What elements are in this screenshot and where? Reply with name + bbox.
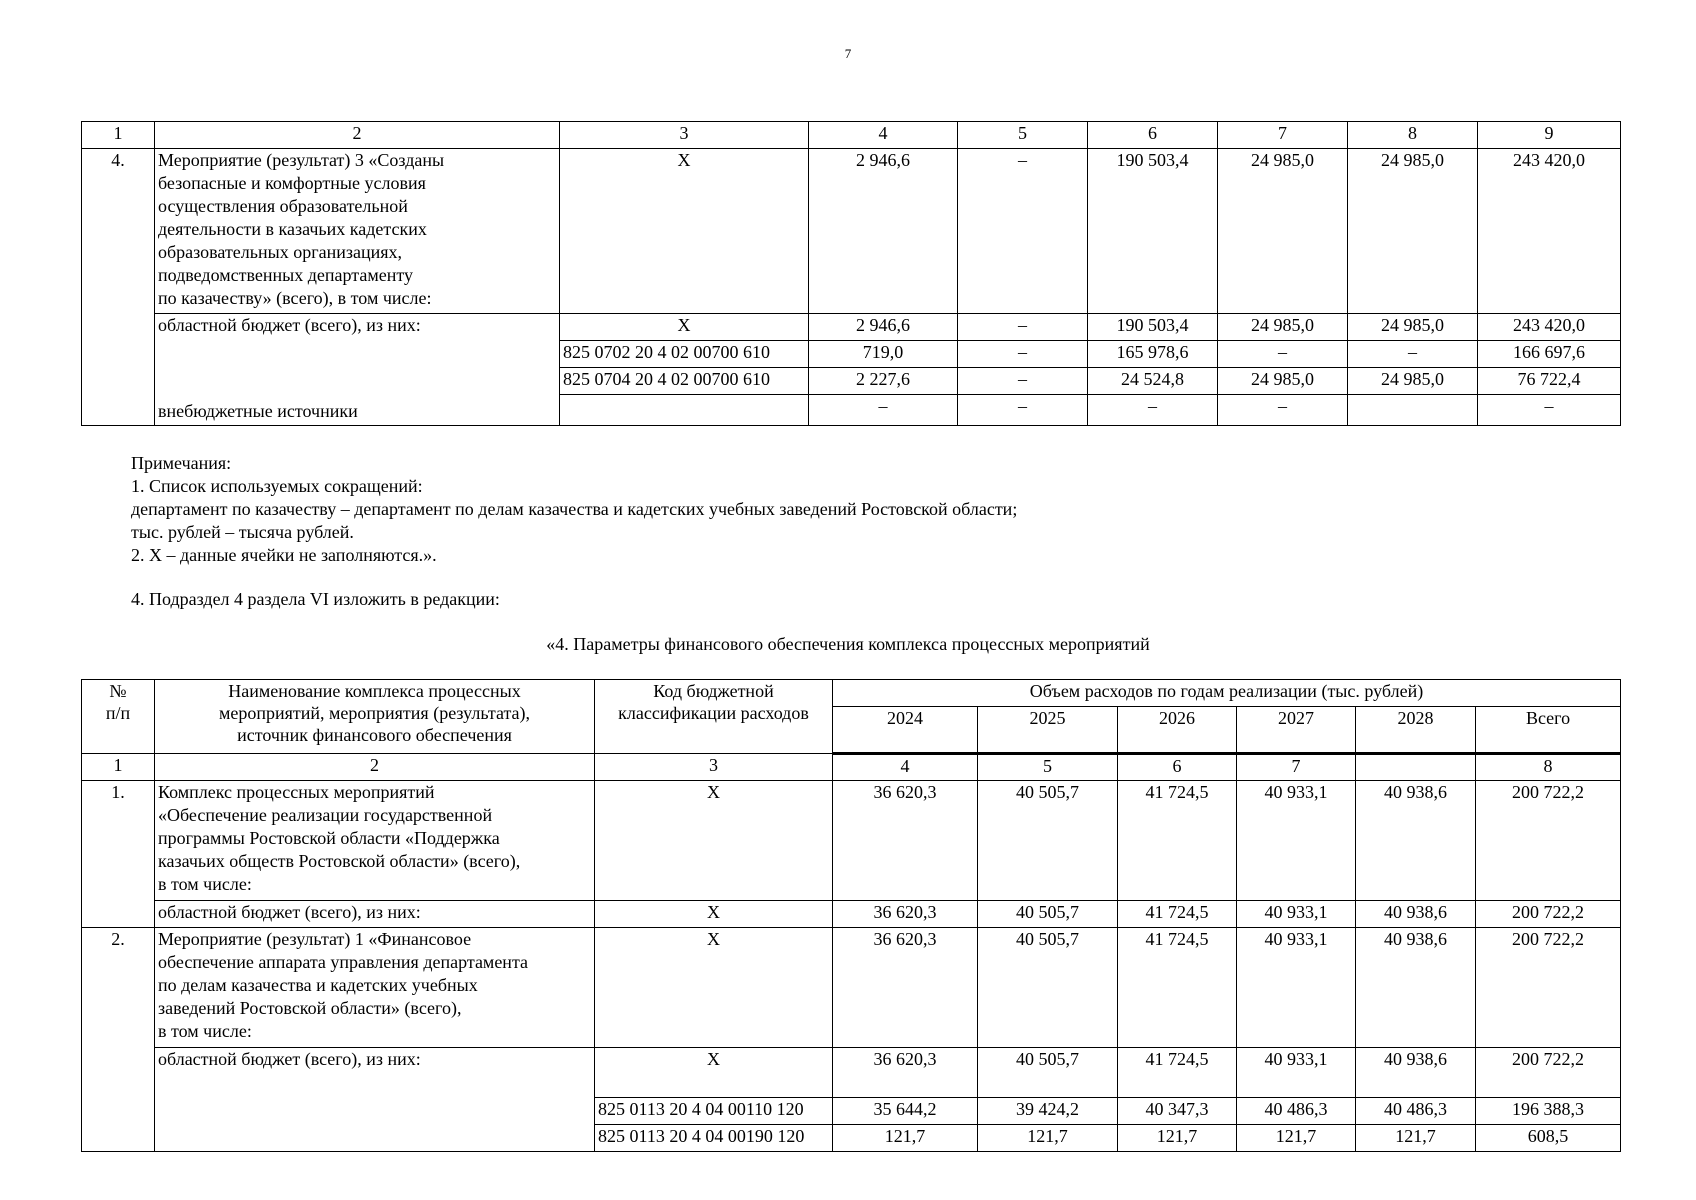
value-cell: 24 985,0: [1348, 368, 1478, 395]
budget-code: X: [560, 149, 809, 314]
value-cell: –: [958, 368, 1088, 395]
name-line: Мероприятие (результат) 1 «Финансовое: [158, 929, 472, 949]
column-index: [1356, 754, 1476, 781]
budget-code: X: [595, 901, 833, 928]
value-cell: –: [1478, 395, 1621, 426]
column-index: 8: [1348, 122, 1478, 149]
value-cell: 121,7: [978, 1125, 1118, 1152]
row-name: [155, 781, 595, 901]
value-cell: 165 978,6: [1088, 341, 1218, 368]
table-row: [82, 781, 1621, 901]
value-cell: 76 722,4: [1478, 368, 1621, 395]
column-index: 6: [1088, 122, 1218, 149]
table-row: [82, 314, 1621, 341]
name-line: деятельности в казачьих кадетских: [158, 219, 427, 239]
row-name: [155, 928, 595, 1048]
column-index: 6: [1118, 754, 1237, 781]
value-cell: –: [1218, 395, 1348, 426]
table-row: [82, 901, 1621, 928]
header-name: [155, 680, 595, 754]
name-line: обеспечение аппарата управления департамента: [158, 952, 529, 972]
value-cell: 243 420,0: [1478, 149, 1621, 314]
value-cell: 24 985,0: [1218, 149, 1348, 314]
year-header: 2025: [978, 707, 1118, 754]
value-cell: 2 227,6: [809, 368, 958, 395]
value-cell: 40 938,6: [1356, 901, 1476, 928]
value-cell: 2 946,6: [809, 314, 958, 341]
value-cell: 200 722,2: [1476, 781, 1621, 901]
value-cell: 40 486,3: [1237, 1098, 1356, 1125]
value-cell: 2 946,6: [809, 149, 958, 314]
year-header: Всего: [1476, 707, 1621, 754]
header-volume: Объем расходов по годам реализации (тыс. рублей): [833, 680, 1621, 707]
value-cell: 40 933,1: [1237, 781, 1356, 901]
value-cell: 40 505,7: [978, 781, 1118, 901]
header-line: классификации расходов: [618, 703, 809, 723]
header-line: №: [109, 681, 127, 701]
name-line: программы Ростовской области «Поддержка: [158, 828, 500, 848]
budget-code: X: [595, 781, 833, 901]
value-cell: 121,7: [1237, 1125, 1356, 1152]
column-index: 2: [155, 122, 560, 149]
section-title: «4. Параметры финансового обеспечения комплекса процессных мероприятий: [546, 634, 1150, 654]
column-index: 3: [560, 122, 809, 149]
header-line: п/п: [105, 703, 131, 723]
column-index: 2: [155, 754, 595, 781]
extra-name: внебюджетные источники: [158, 401, 358, 421]
value-cell: 24 985,0: [1218, 314, 1348, 341]
value-cell: 39 424,2: [978, 1098, 1118, 1125]
value-cell: 190 503,4: [1088, 149, 1218, 314]
header-row: [82, 680, 1621, 707]
budget-code: X: [595, 1048, 833, 1098]
year-header: 2027: [1237, 707, 1356, 754]
year-header: 2028: [1356, 707, 1476, 754]
value-cell: 166 697,6: [1478, 341, 1621, 368]
note-line: 1. Список используемых сокращений:: [131, 476, 423, 496]
row-number: 4.: [82, 149, 155, 426]
name-line: по делам казачества и кадетских учебных: [158, 975, 478, 995]
value-cell: 35 644,2: [833, 1098, 978, 1125]
column-index-row: [82, 122, 1621, 149]
budget-code: X: [560, 314, 809, 341]
name-line: казачьих обществ Ростовской области» (всего),: [158, 851, 521, 871]
name-line: в том числе:: [158, 1021, 252, 1041]
name-line: осуществления образовательной: [158, 196, 408, 216]
table-row: [82, 1048, 1621, 1098]
value-cell: –: [958, 314, 1088, 341]
budget-code: 825 0113 20 4 04 00110 120: [595, 1098, 833, 1125]
value-cell: 200 722,2: [1476, 901, 1621, 928]
column-index: 1: [82, 754, 155, 781]
budget-code: [560, 395, 809, 426]
name-line: заведений Ростовской области» (всего),: [158, 998, 462, 1018]
value-cell: 40 933,1: [1237, 1048, 1356, 1098]
row-number: 2.: [82, 928, 155, 1152]
value-cell: 41 724,5: [1118, 928, 1237, 1048]
notes-heading: Примечания:: [131, 453, 232, 473]
name-line: по казачеству» (всего), в том числе:: [158, 288, 432, 308]
value-cell: 40 347,3: [1118, 1098, 1237, 1125]
value-cell: 40 933,1: [1237, 901, 1356, 928]
column-index: 1: [82, 122, 155, 149]
column-index: 4: [833, 754, 978, 781]
value-cell: 40 938,6: [1356, 781, 1476, 901]
row-number: 1.: [82, 781, 155, 928]
value-cell: 40 933,1: [1237, 928, 1356, 1048]
value-cell: 41 724,5: [1118, 901, 1237, 928]
row-name-budget: [155, 314, 560, 426]
header-code: [595, 680, 833, 754]
year-header: 2024: [833, 707, 978, 754]
financing-table-continuation: [81, 121, 1621, 426]
name-line: «Обеспечение реализации государственной: [158, 805, 493, 825]
value-cell: 36 620,3: [833, 1048, 978, 1098]
column-index: 7: [1218, 122, 1348, 149]
note-line: 2. X – данные ячейки не заполняются.».: [131, 545, 437, 565]
value-cell: 121,7: [1356, 1125, 1476, 1152]
column-index: 9: [1478, 122, 1621, 149]
header-line: мероприятий, мероприятия (результата),: [218, 703, 531, 723]
table-row: [82, 928, 1621, 1048]
column-index: 5: [958, 122, 1088, 149]
value-cell: 200 722,2: [1476, 1048, 1621, 1098]
amendment-paragraph: 4. Подраздел 4 раздела VI изложить в редакции:: [131, 589, 500, 609]
value-cell: –: [1218, 341, 1348, 368]
value-cell: 40 505,7: [978, 928, 1118, 1048]
value-cell: 36 620,3: [833, 781, 978, 901]
value-cell: 36 620,3: [833, 901, 978, 928]
value-cell: 41 724,5: [1118, 1048, 1237, 1098]
notes-block: [131, 452, 1017, 567]
budget-name: областной бюджет (всего), из них:: [158, 315, 421, 335]
note-line: тыс. рублей – тысяча рублей.: [131, 522, 354, 542]
column-index-row: [82, 754, 1621, 781]
row-name: [155, 149, 560, 314]
value-cell: –: [809, 395, 958, 426]
value-cell: 40 505,7: [978, 901, 1118, 928]
budget-code: X: [595, 928, 833, 1048]
value-cell: 608,5: [1476, 1125, 1621, 1152]
budget-code: 825 0113 20 4 04 00190 120: [595, 1125, 833, 1152]
value-cell: 719,0: [809, 341, 958, 368]
name-line: Мероприятие (результат) 3 «Созданы: [158, 150, 445, 170]
value-cell: 200 722,2: [1476, 928, 1621, 1048]
value-cell: 40 486,3: [1356, 1098, 1476, 1125]
value-cell: –: [1348, 341, 1478, 368]
name-line: в том числе:: [158, 874, 252, 894]
value-cell: 196 388,3: [1476, 1098, 1621, 1125]
header-line: источник финансового обеспечения: [237, 725, 512, 745]
value-cell: 36 620,3: [833, 928, 978, 1048]
name-line: Комплекс процессных мероприятий: [158, 782, 435, 802]
column-index: 3: [595, 754, 833, 781]
year-header: 2026: [1118, 707, 1237, 754]
header-line: Наименование комплекса процессных: [228, 681, 521, 701]
name-line: подведомственных департаменту: [158, 265, 413, 285]
value-cell: 243 420,0: [1478, 314, 1621, 341]
column-index: 8: [1476, 754, 1621, 781]
note-line: департамент по казачеству – департамент по делам казачества и кадетских учебных заведений Ростовской области;: [131, 499, 1018, 519]
column-index: 7: [1237, 754, 1356, 781]
page-number: 7: [844, 46, 852, 61]
value-cell: [1348, 395, 1478, 426]
value-cell: 121,7: [1118, 1125, 1237, 1152]
budget-code: 825 0702 20 4 02 00700 610: [560, 341, 809, 368]
header-num: [82, 680, 155, 754]
value-cell: 24 985,0: [1348, 314, 1478, 341]
column-index: 5: [978, 754, 1118, 781]
value-cell: 190 503,4: [1088, 314, 1218, 341]
header-line: Код бюджетной: [653, 681, 774, 701]
column-index: 4: [809, 122, 958, 149]
value-cell: 40 938,6: [1356, 928, 1476, 1048]
name-line: безопасные и комфортные условия: [158, 173, 426, 193]
budget-code: 825 0704 20 4 02 00700 610: [560, 368, 809, 395]
value-cell: 24 985,0: [1218, 368, 1348, 395]
value-cell: 24 524,8: [1088, 368, 1218, 395]
name-line: образовательных организациях,: [158, 242, 402, 262]
value-cell: –: [1088, 395, 1218, 426]
value-cell: –: [958, 341, 1088, 368]
value-cell: –: [958, 149, 1088, 314]
budget-name: областной бюджет (всего), из них:: [155, 1048, 595, 1152]
table-row: [82, 149, 1621, 314]
budget-name: областной бюджет (всего), из них:: [155, 901, 595, 928]
value-cell: 121,7: [833, 1125, 978, 1152]
value-cell: 40 938,6: [1356, 1048, 1476, 1098]
financing-table: [81, 679, 1621, 1152]
value-cell: –: [958, 395, 1088, 426]
value-cell: 41 724,5: [1118, 781, 1237, 901]
value-cell: 40 505,7: [978, 1048, 1118, 1098]
value-cell: 24 985,0: [1348, 149, 1478, 314]
